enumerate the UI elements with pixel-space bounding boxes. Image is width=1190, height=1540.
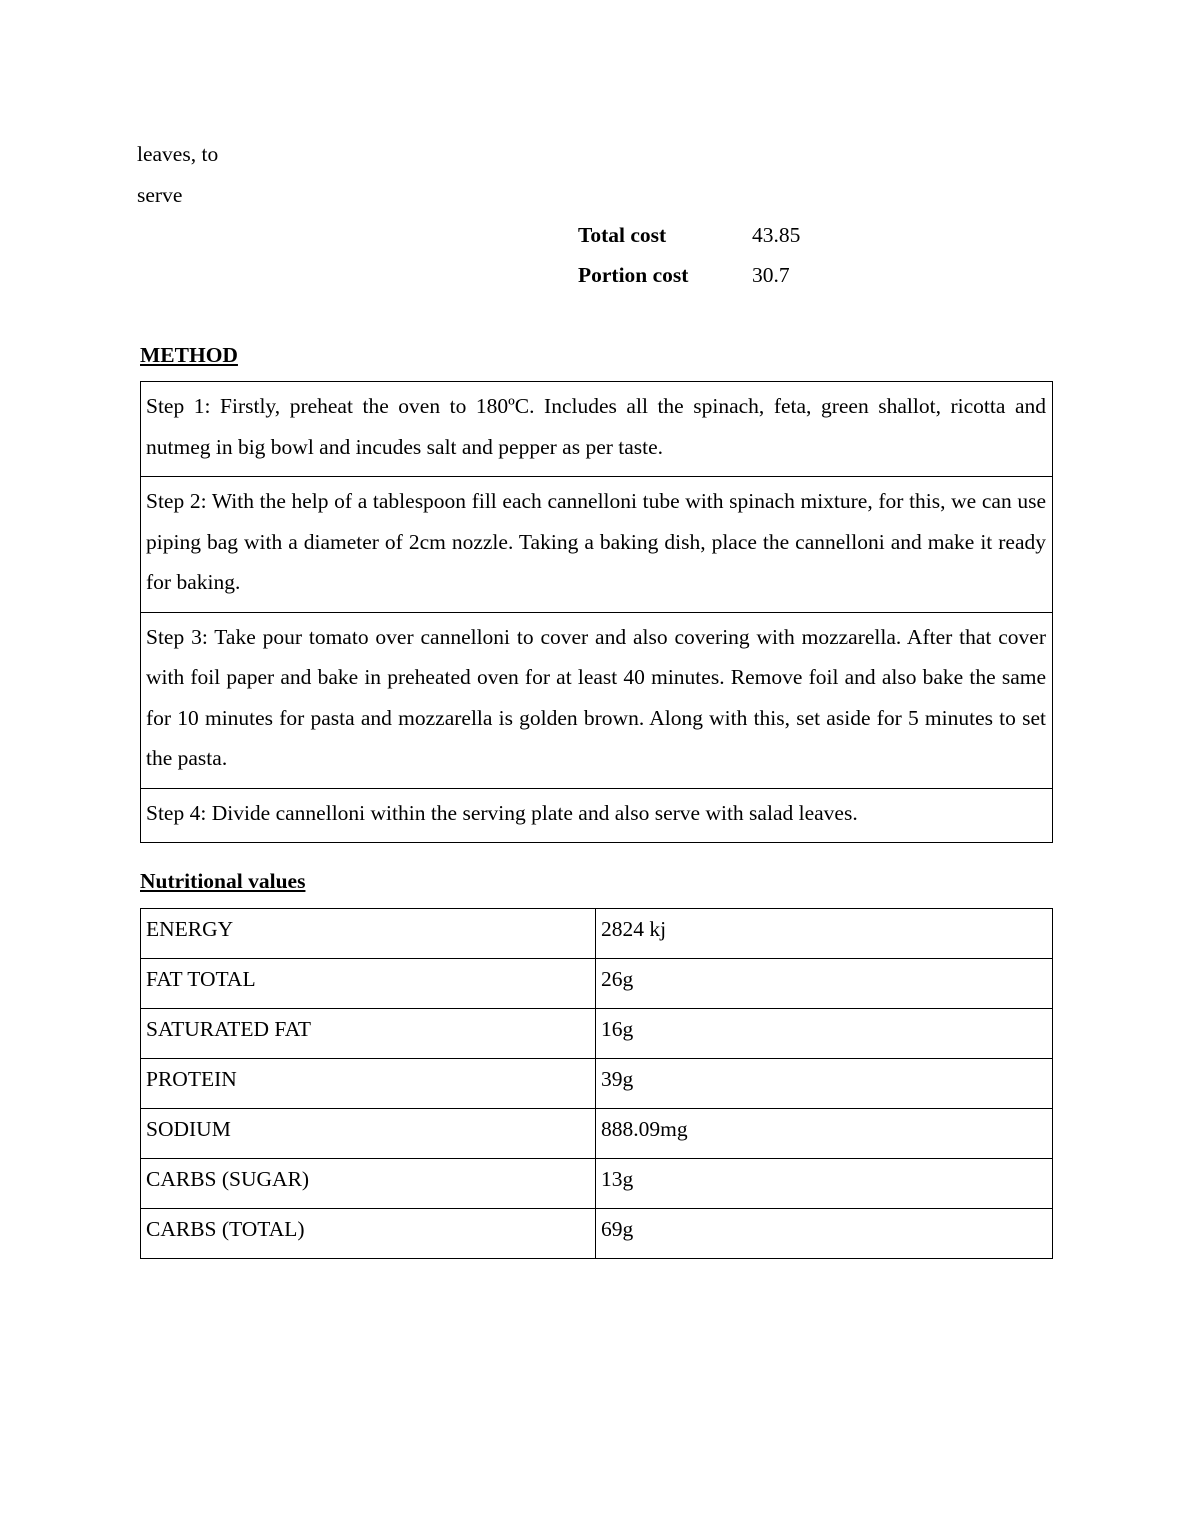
method-step-2: Step 2: With the help of a tablespoon fill each cannelloni tube with spinach mixture, for this, we can use piping bag with a diameter of 2cm nozzle. Taking a baking dish, place the cannelloni and make it ready for baking.	[141, 477, 1053, 613]
method-step-row	[141, 788, 1053, 843]
ingredient-carryover-line-1: leaves, to	[137, 142, 219, 166]
nutrition-row	[141, 909, 1053, 959]
method-step-row	[141, 382, 1053, 477]
method-step-row	[141, 612, 1053, 788]
nutrient-value: 2824 kj	[596, 909, 1053, 959]
nutrient-value: 13g	[596, 1159, 1053, 1209]
nutrient-name: SATURATED FAT	[141, 1009, 596, 1059]
method-step-4: Step 4: Divide cannelloni within the serving plate and also serve with salad leaves.	[141, 788, 1053, 843]
nutrient-name: SODIUM	[141, 1109, 596, 1159]
nutrition-row	[141, 1209, 1053, 1259]
nutrient-value: 888.09mg	[596, 1109, 1053, 1159]
nutrient-name: CARBS (SUGAR)	[141, 1159, 596, 1209]
nutrition-table	[140, 908, 1053, 1259]
nutritional-values-heading: Nutritional values	[140, 869, 306, 893]
portion-cost-label: Portion cost	[578, 263, 689, 287]
nutrient-name: FAT TOTAL	[141, 959, 596, 1009]
method-step-row	[141, 477, 1053, 613]
nutrient-value: 26g	[596, 959, 1053, 1009]
nutrient-name: PROTEIN	[141, 1059, 596, 1109]
nutrition-row	[141, 1109, 1053, 1159]
nutrient-value: 69g	[596, 1209, 1053, 1259]
nutrition-row	[141, 1009, 1053, 1059]
portion-cost-value: 30.7	[752, 263, 790, 287]
nutrient-value: 39g	[596, 1059, 1053, 1109]
method-step-3: Step 3: Take pour tomato over cannelloni to cover and also covering with mozzarella. After that cover with foil paper and bake in preheated oven for at least 40 minutes. Remove foil and also bake the same for 10 minutes for pasta and mozzarella is golden brown. Along with this, set aside for 5 minutes to set the pasta.	[141, 612, 1053, 788]
nutrient-name: ENERGY	[141, 909, 596, 959]
method-table	[140, 381, 1053, 843]
nutrient-name: CARBS (TOTAL)	[141, 1209, 596, 1259]
nutrition-row	[141, 959, 1053, 1009]
nutrient-value: 16g	[596, 1009, 1053, 1059]
nutrition-row	[141, 1059, 1053, 1109]
total-cost-label: Total cost	[578, 223, 667, 247]
total-cost-value: 43.85	[752, 223, 801, 247]
ingredient-carryover-line-2: serve	[137, 183, 183, 207]
nutrition-row	[141, 1159, 1053, 1209]
method-step-1: Step 1: Firstly, preheat the oven to 180ºC. Includes all the spinach, feta, green shallot, ricotta and nutmeg in big bowl and incudes salt and pepper as per taste.	[141, 382, 1053, 477]
method-heading: METHOD	[140, 343, 238, 367]
